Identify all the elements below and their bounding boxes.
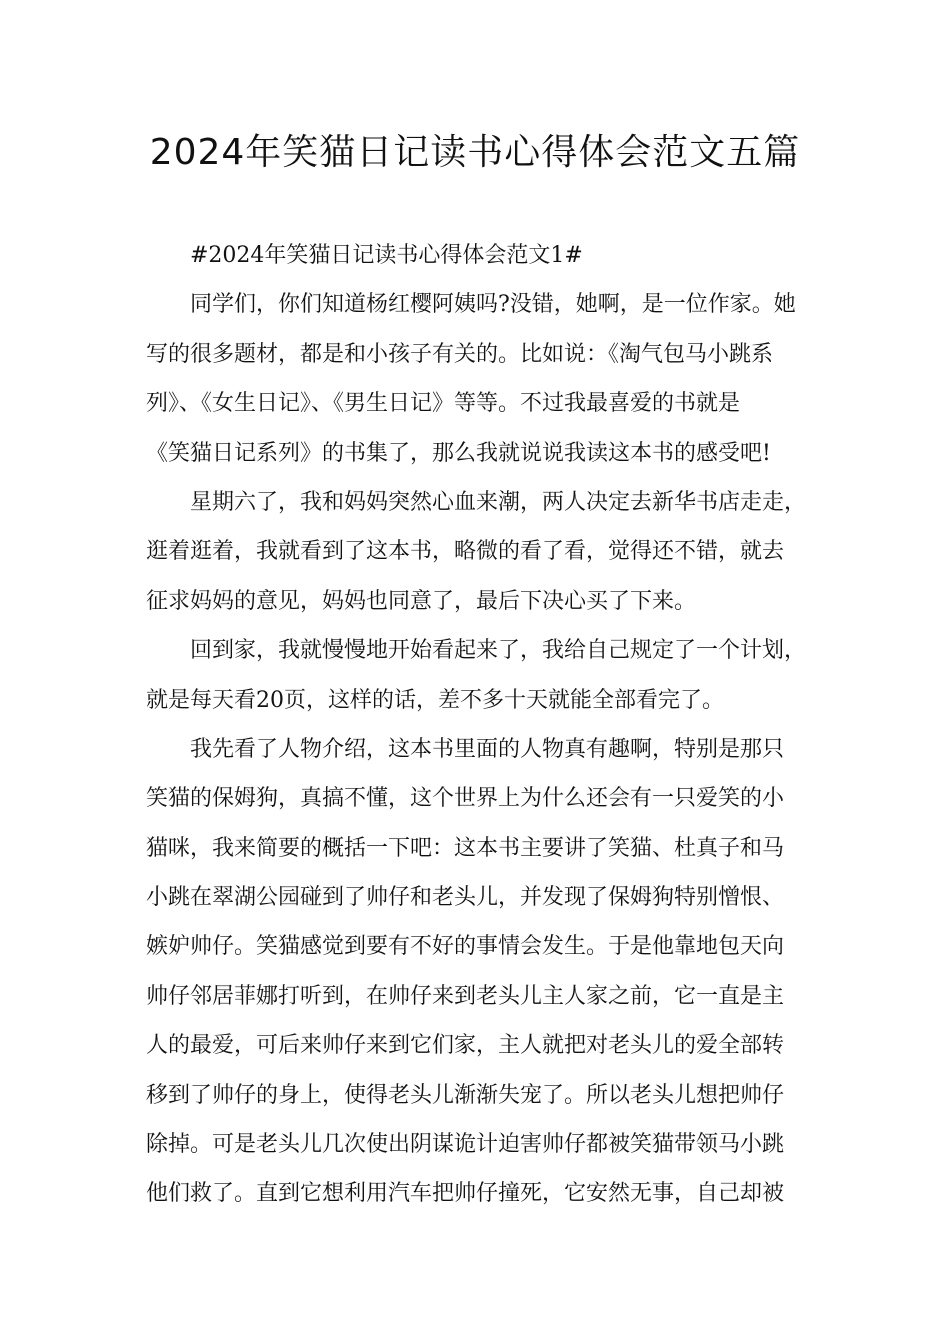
- paragraph-line: 除掉。可是老头儿几次使出阴谋诡计迫害帅仔都被笑猫带领马小跳: [146, 1132, 785, 1158]
- paragraph-line: 他们救了。直到它想利用汽车把帅仔撞死，它安然无事，自己却被: [146, 1181, 785, 1207]
- paragraph-line: 猫咪，我来简要的概括一下吧：这本书主要讲了笑猫、杜真子和马: [146, 835, 785, 861]
- document-body: [146, 231, 830, 1219]
- paragraph-line: 列》、《女生日记》、《男生日记》等等。不过我最喜爱的书就是: [146, 391, 741, 417]
- paragraph-line: 嫉妒帅仔。笑猫感觉到要有不好的事情会发生。于是他靠地包天向: [146, 934, 785, 960]
- document-title: 2024年笑猫日记读书心得体会范文五篇: [149, 132, 801, 173]
- paragraph-line: 写的很多题材，都是和小孩子有关的。比如说：《淘气包马小跳系: [146, 341, 774, 367]
- paragraph-line: 小跳在翠湖公园碰到了帅仔和老头儿，并发现了保姆狗特别憎恨、: [146, 885, 785, 911]
- paragraph-line: 笑猫的保姆狗，真搞不懂，这个世界上为什么还会有一只爱笑的小: [146, 786, 785, 812]
- paragraph-line: 就是每天看20页，这样的话，差不多十天就能全部看完了。: [146, 687, 724, 713]
- paragraph-line: 移到了帅仔的身上，使得老头儿渐渐失宠了。所以老头儿想把帅仔: [146, 1082, 785, 1108]
- paragraph-line: 回到家，我就慢慢地开始看起来了，我给自己规定了一个计划，: [190, 638, 807, 664]
- paragraph-line: 逛着逛着，我就看到了这本书，略微的看了看，觉得还不错，就去: [146, 539, 785, 565]
- paragraph-line: 帅仔邻居菲娜打听到，在帅仔来到老头儿主人家之前，它一直是主: [146, 983, 785, 1009]
- paragraph-line: 人的最爱，可后来帅仔来到它们家，主人就把对老头儿的爱全部转: [146, 1033, 785, 1059]
- paragraph-line: 我先看了人物介绍，这本书里面的人物真有趣啊，特别是那只: [190, 736, 785, 762]
- paragraph-line: 星期六了，我和妈妈突然心血来潮，两人决定去新华书店走走，: [190, 489, 807, 515]
- paragraph-line: 《笑猫日记系列》的书集了，那么我就说说我读这本书的感受吧!: [146, 440, 771, 466]
- paragraph-line: 征求妈妈的意见，妈妈也同意了，最后下决心买了下来。: [146, 588, 697, 614]
- paragraph-line: 同学们，你们知道杨红樱阿姨吗?没错，她啊，是一位作家。她: [190, 292, 796, 318]
- section-heading: #2024年笑猫日记读书心得体会范文1#: [190, 243, 583, 268]
